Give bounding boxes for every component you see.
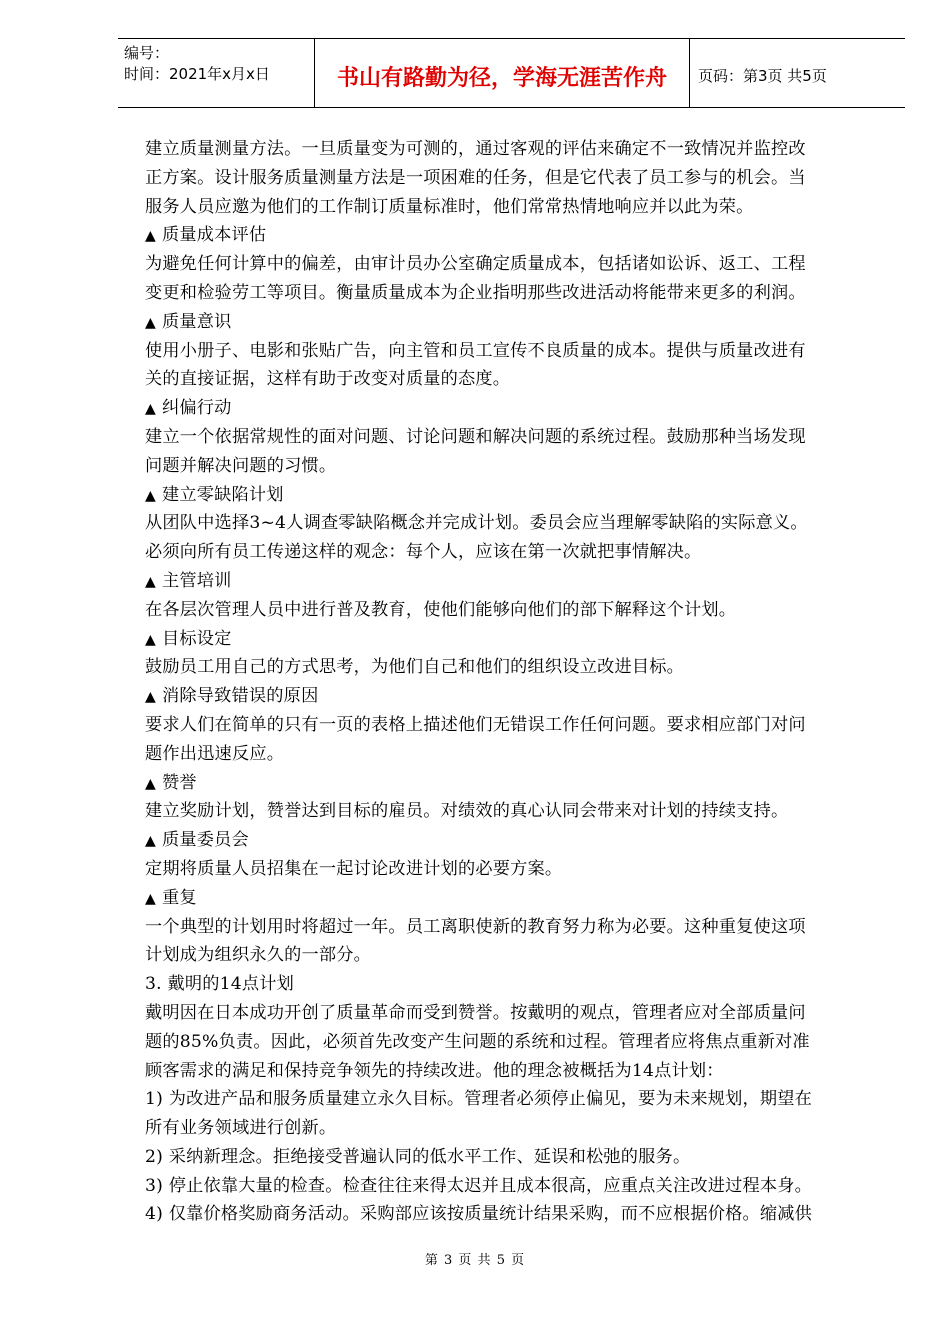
line-text: 题的85%负责。因此，必须首先改变产生问题的系统和过程。管理者应将焦点重新对准 (145, 1031, 810, 1052)
document-number: 编号： (124, 44, 170, 62)
line-text: 1) 为改进产品和服务质量建立永久目标。管理者必须停止偏见，要为未来规划，期望在 (145, 1089, 813, 1110)
paragraph-line (145, 913, 877, 942)
section-heading (145, 682, 877, 711)
line-text: 戴明因在日本成功开创了质量革命而受到赞誉。按戴明的观点，管理者应对全部质量问 (145, 1002, 806, 1023)
paragraph-line (145, 452, 877, 481)
triangle-bullet-icon: ▲ (145, 890, 156, 907)
section-heading (145, 394, 877, 423)
line-text: 所有业务领域进行创新。 (145, 1118, 337, 1139)
line-text: 一个典型的计划用时将超过一年。员工离职使新的教育努力称为必要。这种重复使这项 (145, 916, 806, 937)
triangle-bullet-icon: ▲ (145, 573, 156, 590)
line-text: 问题并解决问题的习惯。 (145, 455, 337, 476)
line-text: 质量委员会 (161, 830, 249, 851)
triangle-bullet-icon: ▲ (145, 314, 156, 331)
line-text: 定期将质量人员招集在一起讨论改进计划的必要方案。 (145, 858, 563, 879)
paragraph-line (145, 193, 877, 222)
paragraph-line (145, 596, 877, 625)
paragraph-line (145, 1172, 877, 1201)
paragraph-line (145, 740, 877, 769)
line-text: 使用小册子、电影和张贴广告，向主管和员工宣传不良质量的成本。提供与质量改进有 (145, 340, 806, 361)
line-text: 服务人员应邀为他们的工作制订质量标准时，他们常常热情地响应并以此为荣。 (145, 196, 754, 217)
document-body (145, 135, 877, 1229)
paragraph-line (145, 279, 877, 308)
line-text: 正方案。设计服务质量测量方法是一项困难的任务，但是它代表了员工参与的机会。当 (145, 167, 806, 188)
line-text: 从团队中选择3~4人调查零缺陷概念并完成计划。委员会应当理解零缺陷的实际意义。 (145, 513, 808, 534)
triangle-bullet-icon: ▲ (145, 631, 156, 648)
line-text: 重复 (161, 887, 197, 908)
paragraph-line (145, 538, 877, 567)
paragraph-line (145, 1085, 877, 1114)
line-text: 关的直接证据，这样有助于改变对质量的态度。 (145, 369, 511, 390)
section-heading (145, 481, 877, 510)
line-text: 3. 戴明的14点计划 (145, 974, 295, 995)
paragraph-line (145, 1200, 877, 1229)
line-text: 题作出迅速反应。 (145, 743, 285, 764)
paragraph-line (145, 1114, 877, 1143)
paragraph-line (145, 941, 877, 970)
line-text: 质量成本评估 (161, 225, 267, 246)
line-text: 目标设定 (161, 628, 232, 649)
header-page-number: 页码：第3页 共5页 (698, 66, 827, 85)
paragraph-line (145, 423, 877, 452)
line-text: 4) 仅靠价格奖励商务活动。采购部应该按质量统计结果采购，而不应根据价格。缩减供 (145, 1204, 813, 1225)
line-text: 鼓励员工用自己的方式思考，为他们自己和他们的组织设立改进目标。 (145, 657, 685, 678)
paragraph-line (145, 999, 877, 1028)
line-text: 顾客需求的满足和保持竞争领先的持续改进。他的理念被概括为14点计划： (145, 1060, 724, 1081)
document-time: 时间：2021年x月x日 (124, 65, 270, 83)
triangle-bullet-icon: ▲ (145, 833, 156, 850)
paragraph-line (145, 855, 877, 884)
page-header (118, 38, 905, 108)
paragraph-line (145, 653, 877, 682)
line-text: 赞誉 (161, 772, 197, 793)
triangle-bullet-icon: ▲ (145, 401, 156, 418)
paragraph-line (145, 711, 877, 740)
line-text: 3) 停止依靠大量的检查。检查往往来得太迟并且成本很高，应重点关注改进过程本身。 (145, 1175, 813, 1196)
line-text: 2) 采纳新理念。拒绝接受普遍认同的低水平工作、延误和松弛的服务。 (145, 1146, 691, 1167)
line-text: 必须向所有员工传递这样的观念：每个人，应该在第一次就把事情解决。 (145, 542, 702, 563)
line-text: 计划成为组织永久的一部分。 (145, 945, 372, 966)
paragraph-line (145, 509, 877, 538)
header-meta (118, 39, 315, 107)
paragraph-line (145, 337, 877, 366)
line-text: 建立奖励计划，赞誉达到目标的雇员。对绩效的真心认同会带来对计划的持续支持。 (145, 801, 789, 822)
triangle-bullet-icon: ▲ (145, 228, 156, 245)
section-heading (145, 308, 877, 337)
triangle-bullet-icon: ▲ (145, 775, 156, 792)
section-heading (145, 567, 877, 596)
section-heading (145, 221, 877, 250)
section-heading (145, 769, 877, 798)
line-text: 要求人们在简单的只有一页的表格上描述他们无错误工作任何问题。要求相应部门对问 (145, 714, 806, 735)
paragraph-line (145, 164, 877, 193)
triangle-bullet-icon: ▲ (145, 487, 156, 504)
paragraph-line (145, 365, 877, 394)
line-text: 质量意识 (161, 311, 232, 332)
line-text: 在各层次管理人员中进行普及教育，使他们能够向他们的部下解释这个计划。 (145, 599, 737, 620)
paragraph-line (145, 970, 877, 999)
paragraph-line (145, 1057, 877, 1086)
line-text: 为避免任何计算中的偏差，由审计员办公室确定质量成本，包括诸如讼诉、返工、工程 (145, 254, 806, 275)
line-text: 建立一个依据常规性的面对问题、讨论问题和解决问题的系统过程。鼓励那种当场发现 (145, 426, 806, 447)
line-text: 纠偏行动 (161, 398, 232, 419)
header-motto: 书山有路勤为径，学海无涯苦作舟 (315, 39, 690, 107)
line-text: 建立零缺陷计划 (161, 484, 284, 505)
triangle-bullet-icon: ▲ (145, 689, 156, 706)
line-text: 消除导致错误的原因 (161, 686, 319, 707)
section-heading (145, 884, 877, 913)
line-text: 建立质量测量方法。一旦质量变为可测的，通过客观的评估来确定不一致情况并监控改 (145, 139, 806, 159)
section-heading (145, 625, 877, 654)
paragraph-line (145, 1028, 877, 1057)
paragraph-line (145, 135, 877, 164)
page-footer: 第 3 页 共 5 页 (424, 1253, 526, 1268)
section-heading (145, 826, 877, 855)
paragraph-line (145, 797, 877, 826)
paragraph-line (145, 1143, 877, 1172)
line-text: 变更和检验劳工等项目。衡量质量成本为企业指明那些改进活动将能带来更多的利润。 (145, 282, 806, 303)
paragraph-line (145, 250, 877, 279)
line-text: 主管培训 (161, 570, 232, 591)
